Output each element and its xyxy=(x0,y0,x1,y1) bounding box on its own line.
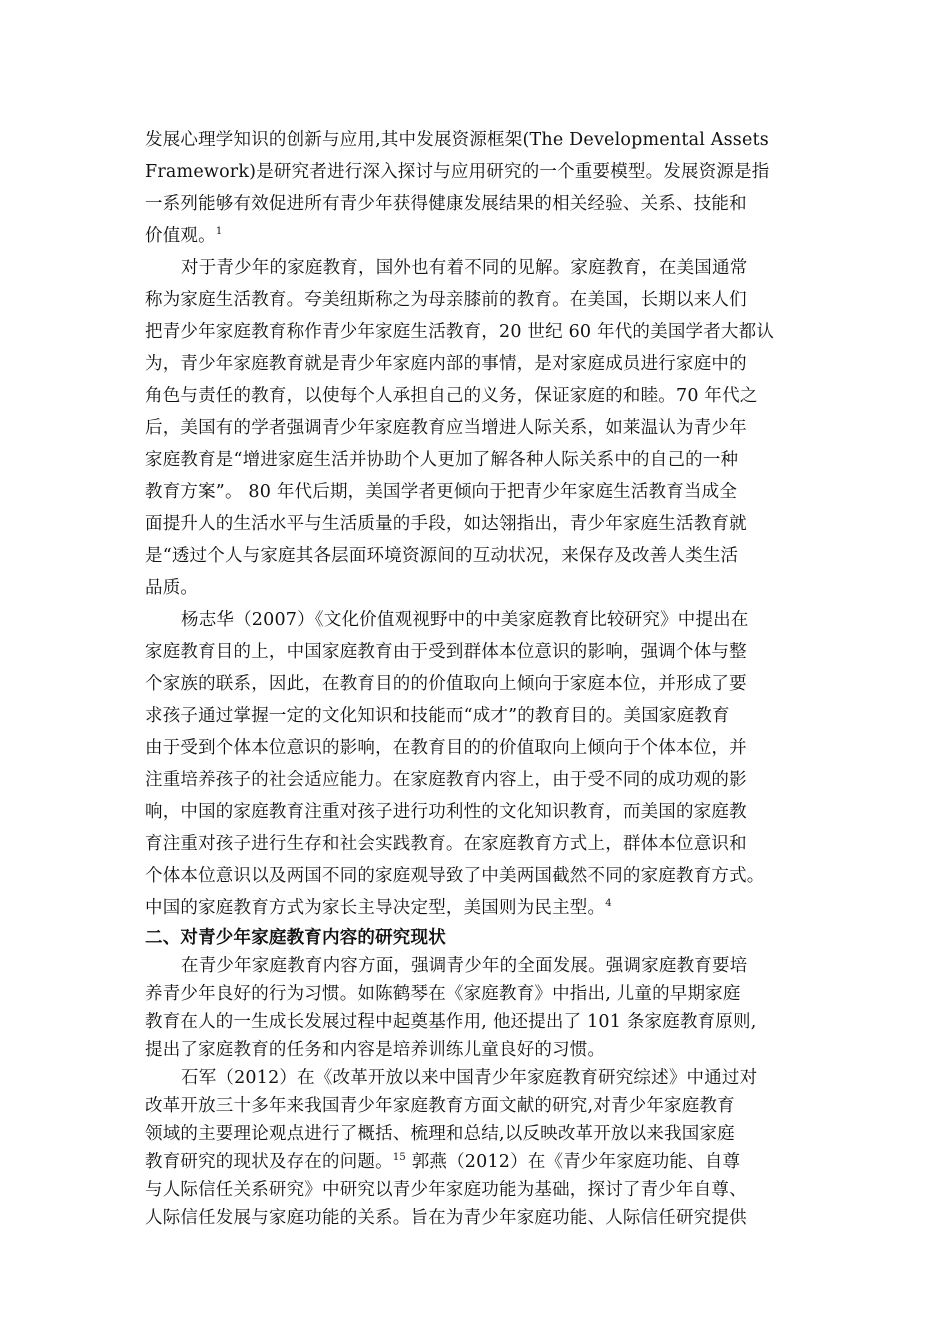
text-line: 石军（2012）在《改革开放以来中国青少年家庭教育研究综述》中通过对 xyxy=(181,1068,758,1088)
text-line: 为，青少年家庭教育就是青少年家庭内部的事情，是对家庭成员进行家庭中的 xyxy=(145,354,747,374)
text-line: 家庭教育是“增进家庭生活并协助个人更加了解各种人际关系中的自己的一种 xyxy=(145,450,739,470)
text-line: 对于青少年的家庭教育，国外也有着不同的见解。家庭教育，在美国通常 xyxy=(181,258,748,278)
text-line: 后，美国有的学者强调青少年家庭教育应当增进人际关系，如莱温认为青少年 xyxy=(145,418,747,438)
text-line: 面提升人的生活水平与生活质量的手段，如达翎指出，青少年家庭生活教育就 xyxy=(145,514,747,534)
text-line: 在青少年家庭教育内容方面，强调青少年的全面发展。强调家庭教育要培 xyxy=(181,956,748,976)
text-line: 育注重对孩子进行生存和社会实践教育。在家庭教育方式上，群体本位意识和 xyxy=(145,834,747,854)
text-line: 个家族的联系，因此，在教育目的的价值取向上倾向于家庭本位，并形成了要 xyxy=(145,674,747,694)
text-line: 人际信任发展与家庭功能的关系。旨在为青少年家庭功能、人际信任研究提供 xyxy=(145,1208,747,1228)
section-heading: 二、对青少年家庭教育内容的研究现状 xyxy=(145,928,446,948)
text-line: 教育方案”。 80 年代后期，美国学者更倾向于把青少年家庭生活教育当成全 xyxy=(145,482,738,502)
text-segment: 价值观。 xyxy=(145,226,216,246)
text-segment: 教育研究的现状及存在的问题。 xyxy=(145,1152,393,1172)
text-line: 称为家庭生活教育。夸美纽斯称之为母亲膝前的教育。在美国，长期以来人们 xyxy=(145,290,747,310)
text-line: 发展心理学知识的创新与应用,其中发展资源框架(The Developmental Assets xyxy=(145,130,769,150)
text-line: 求孩子通过掌握一定的文化知识和技能而“成才”的教育目的。美国家庭教育 xyxy=(145,706,730,726)
text-line: 领域的主要理论观点进行了概括、梳理和总结,以反映改革开放以来我国家庭 xyxy=(145,1124,735,1144)
text-line: 角色与责任的教育，以使每个人承担自己的义务，保证家庭的和睦。70 年代之 xyxy=(145,386,758,406)
text-segment: 郭燕（2012）在《青少年家庭功能、自尊 xyxy=(405,1152,741,1172)
text-line: 由于受到个体本位意识的影响，在教育目的的价值取向上倾向于个体本位，并 xyxy=(145,738,747,758)
footnote-ref[interactable]: 4 xyxy=(605,898,612,909)
text-line: 注重培养孩子的社会适应能力。在家庭教育内容上，由于受不同的成功观的影 xyxy=(145,770,747,790)
text-line xyxy=(145,1148,810,1176)
text-line: 家庭教育目的上，中国家庭教育由于受到群体本位意识的影响，强调个体与整 xyxy=(145,642,747,662)
text-line: 与人际信任关系研究》中研究以青少年家庭功能为基础，探讨了青少年自尊、 xyxy=(145,1180,747,1200)
text-line: 是“透过个人与家庭其各层面环境资源间的互动状况，来保存及改善人类生活 xyxy=(145,546,739,566)
text-line: 响，中国的家庭教育注重对孩子进行功利性的文化知识教育，而美国的家庭教 xyxy=(145,802,747,822)
footnote-ref[interactable]: 1 xyxy=(215,226,223,237)
text-line: 养青少年良好的行为习惯。如陈鹤琴在《家庭教育》中指出, 儿童的早期家庭 xyxy=(145,984,741,1004)
text-line xyxy=(145,892,810,924)
text-line: 把青少年家庭教育称作青少年家庭生活教育，20 世纪 60 年代的美国学者大都认 xyxy=(145,322,775,342)
text-line: 品质。 xyxy=(145,578,199,598)
text-line: 提出了家庭教育的任务和内容是培养训练儿童良好的习惯。 xyxy=(145,1040,606,1060)
text-line: 一系列能够有效促进所有青少年获得健康发展结果的相关经验、关系、技能和 xyxy=(145,194,747,214)
text-segment: 中国的家庭教育方式为家长主导决定型，美国则为民主型。 xyxy=(145,898,606,918)
footnote-ref[interactable]: 15 xyxy=(392,1152,406,1163)
text-line: 改革开放三十多年来我国青少年家庭教育方面文献的研究,对青少年家庭教育 xyxy=(145,1096,735,1116)
text-line: 教育在人的一生成长发展过程中起奠基作用, 他还提出了 101 条家庭教育原则, xyxy=(145,1012,757,1032)
text-line xyxy=(145,220,810,252)
body-text xyxy=(145,124,810,1232)
text-line: 个体本位意识以及两国不同的家庭观导致了中美两国截然不同的家庭教育方式。 xyxy=(145,866,765,886)
text-line: Framework)是研究者进行深入探讨与应用研究的一个重要模型。发展资源是指 xyxy=(145,162,770,182)
text-line: 杨志华（2007）《文化价值观视野中的中美家庭教育比较研究》中提出在 xyxy=(181,610,749,630)
